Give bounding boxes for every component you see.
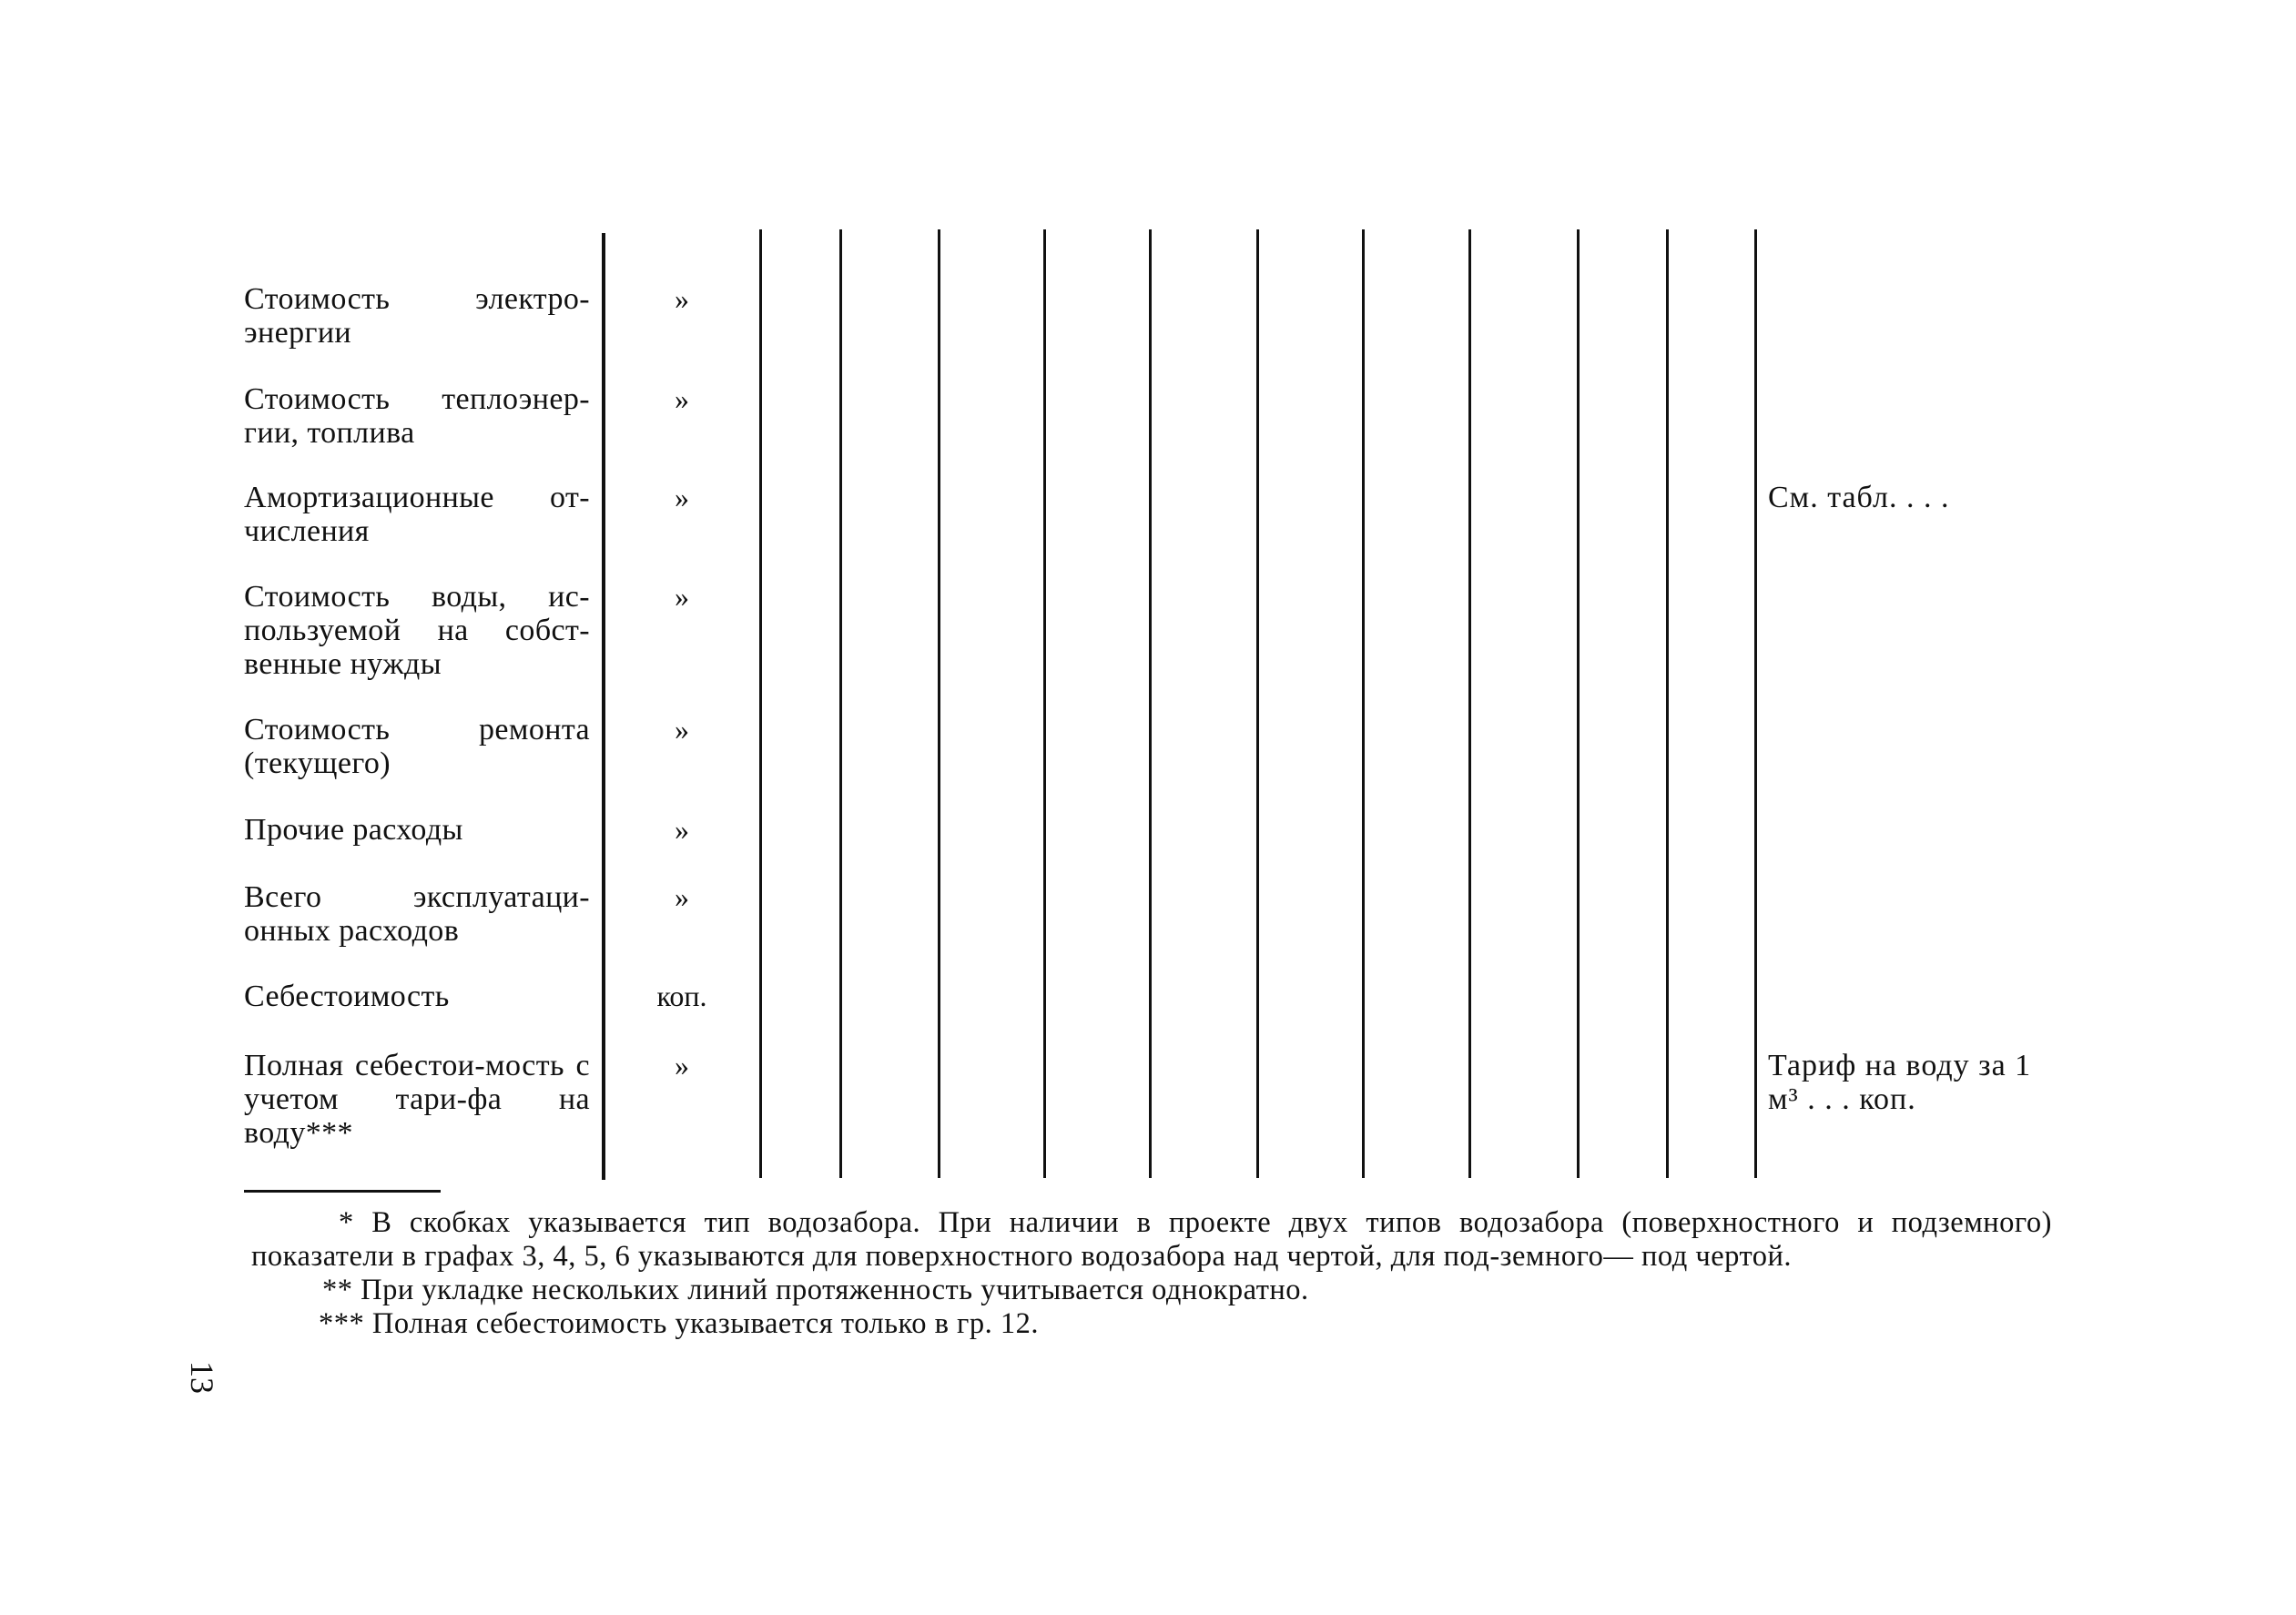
footnote-2: ** При укладке нескольких линий протяженность учитывается однократно. (322, 1274, 1309, 1306)
column-rule-5 (1043, 229, 1046, 1178)
row-unit-own-water-cost: » (675, 580, 689, 613)
page-number: 13 (184, 1361, 220, 1394)
row-unit-cost-price: коп. (656, 980, 707, 1012)
row-unit-full-cost-price: » (675, 1049, 689, 1082)
footnote-1: * В скобках указывается тип водозабора. При наличии в проекте двух типов водозабора (поверхностного и подземного) показатели в графах 3, 4, 5, 6 указываются для поверхностного водозабора над чертой, для под-земного— под чертой. (251, 1206, 2052, 1273)
column-rule-3 (839, 229, 842, 1178)
column-rule-6 (1149, 229, 1152, 1178)
column-rule-11 (1666, 229, 1669, 1178)
row-unit-other-expenses: » (675, 813, 689, 846)
row-label-repair-cost: Стоимость ремонта (текущего) (244, 713, 590, 780)
row-label-total-operating-expenses: Всего эксплуатаци-онных расходов (244, 880, 590, 948)
row-label-full-cost-price: Полная себестои-мость с учетом тари-фа на воду*** (244, 1049, 590, 1150)
footnote-3: *** Полная себестоимость указывается только в гр. 12. (319, 1307, 1039, 1340)
column-rule-7 (1256, 229, 1259, 1178)
row-label-electricity-cost: Стоимость электро-энергии (244, 282, 590, 350)
column-rule-9 (1468, 229, 1471, 1178)
footnote-separator (244, 1190, 441, 1193)
column-rule-8 (1362, 229, 1365, 1178)
column-rule-4 (938, 229, 940, 1178)
column-rule-12 (1754, 229, 1757, 1178)
row-unit-electricity-cost: » (675, 282, 689, 315)
row-unit-heat-fuel-cost: » (675, 382, 689, 415)
row-label-own-water-cost: Стоимость воды, ис-пользуемой на собст-венные нужды (244, 580, 590, 681)
row-unit-repair-cost: » (675, 713, 689, 746)
row-label-depreciation: Амортизационные от-числения (244, 481, 590, 548)
column-rule-1 (602, 233, 605, 1180)
row-label-other-expenses: Прочие расходы (244, 813, 463, 847)
row-note-water-tariff: Тариф на воду за 1 м³ . . . коп. (1768, 1049, 2032, 1116)
row-unit-depreciation: » (675, 481, 689, 513)
column-rule-10 (1577, 229, 1580, 1178)
row-label-heat-fuel-cost: Стоимость теплоэнер-гии, топлива (244, 382, 590, 450)
column-rule-2 (759, 229, 762, 1178)
row-label-cost-price: Себестоимость (244, 980, 450, 1013)
footnotes (251, 1206, 2052, 1341)
row-note-depreciation: См. табл. . . . (1768, 481, 1950, 514)
row-unit-total-operating-expenses: » (675, 880, 689, 913)
